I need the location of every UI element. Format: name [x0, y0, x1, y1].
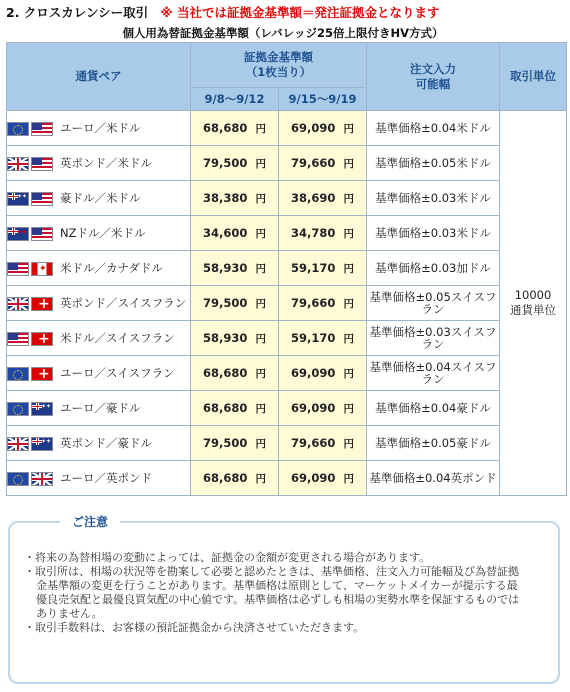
pair-name: 英ポンド／豪ドル: [60, 436, 152, 450]
header-pair: 通貨ペア: [7, 43, 191, 111]
section-title: 2. クロスカレンシー取引: [6, 5, 149, 20]
us-flag-icon: [7, 262, 29, 276]
table-row: [7, 426, 567, 461]
margin-week-1: 34,600 円: [191, 216, 279, 251]
order-range: 基準価格±0.03加ドル: [367, 251, 500, 286]
table-row: [7, 321, 567, 356]
margin-week-1: 58,930 円: [191, 251, 279, 286]
uk-flag-icon: [7, 297, 29, 311]
pair-cell: [7, 286, 191, 321]
margin-week-1: 79,500 円: [191, 146, 279, 181]
table-row: [7, 111, 567, 146]
pair-name: ユーロ／英ポンド: [60, 471, 152, 485]
margin-week-2: 69,090 円: [279, 356, 367, 391]
order-range: 基準価格±0.03米ドル: [367, 181, 500, 216]
header-unit: 取引単位: [500, 43, 567, 111]
order-range: 基準価格±0.04米ドル: [367, 111, 500, 146]
pair-name: 英ポンド／米ドル: [60, 156, 152, 170]
table-row: [7, 216, 567, 251]
table-subtitle: 個人用為替証拠金基準額（レバレッジ25倍上限付きHV方式）: [122, 26, 444, 40]
us-flag-icon: [31, 122, 53, 136]
table-row: [7, 461, 567, 496]
order-range: 基準価格±0.03スイスフラン: [367, 321, 500, 356]
margin-week-2: 38,690 円: [279, 181, 367, 216]
margin-week-1: 38,380 円: [191, 181, 279, 216]
pair-cell: [7, 111, 191, 146]
pair-name: 米ドル／スイスフラン: [60, 331, 175, 345]
margin-week-2: 59,170 円: [279, 321, 367, 356]
margin-week-1: 68,680 円: [191, 461, 279, 496]
order-range: 基準価格±0.05米ドル: [367, 146, 500, 181]
order-range: 基準価格±0.03米ドル: [367, 216, 500, 251]
pair-name: NZドル／米ドル: [60, 226, 146, 240]
ch-flag-icon: [31, 367, 53, 381]
uk-flag-icon: [7, 437, 29, 451]
pair-cell: [7, 356, 191, 391]
margin-week-2: 34,780 円: [279, 216, 367, 251]
uk-flag-icon: [7, 157, 29, 171]
notice-item: ・ 取引所は、相場の状況等を勘案して必要と認めたときは、基準価格、注文入力可能幅及び為替証拠金基準額の変更を行うことがあります。基準価格は原則として、マーケットメイカーが提示する最優良売気配と最優良買気配の中心値です。基準価格は必ずしも相場の実勢水準を保証するものではありません。: [24, 565, 524, 621]
ch-flag-icon: [31, 332, 53, 346]
pair-cell: [7, 146, 191, 181]
nz-flag-icon: [7, 227, 29, 241]
pair-name: ユーロ／スイスフラン: [60, 366, 175, 380]
margin-warning: ※ 当社では証拠金基準額＝発注証拠金となります: [160, 5, 440, 20]
pair-name: 豪ドル／米ドル: [60, 191, 141, 205]
margin-week-2: 79,660 円: [279, 426, 367, 461]
table-row: [7, 146, 567, 181]
pair-name: 英ポンド／スイスフラン: [60, 296, 187, 310]
table-row: [7, 356, 567, 391]
pair-name: ユーロ／米ドル: [60, 121, 141, 135]
notice-item: ・ 取引手数料は、お客様の預託証拠金から決済させていただきます。: [24, 621, 524, 635]
notice-list: [24, 551, 524, 635]
margin-week-1: 79,500 円: [191, 286, 279, 321]
us-flag-icon: [7, 332, 29, 346]
pair-cell: [7, 461, 191, 496]
order-range: 基準価格±0.05豪ドル: [367, 426, 500, 461]
section-heading: [6, 3, 440, 21]
eu-flag-icon: [7, 367, 29, 381]
pair-name: 米ドル／カナダドル: [60, 261, 163, 275]
au-flag-icon: [31, 437, 53, 451]
au-flag-icon: [7, 192, 29, 206]
header-week-2: 9/15〜9/19: [279, 88, 367, 111]
eu-flag-icon: [7, 402, 29, 416]
header-range: 注文入力 可能幅: [367, 43, 500, 111]
margin-week-2: 69,090 円: [279, 391, 367, 426]
ch-flag-icon: [31, 297, 53, 311]
header-week-1: 9/8〜9/12: [191, 88, 279, 111]
notice-box: [8, 515, 560, 684]
table-row: [7, 391, 567, 426]
margin-table: [6, 42, 567, 496]
pair-cell: [7, 251, 191, 286]
us-flag-icon: [31, 192, 53, 206]
pair-cell: [7, 426, 191, 461]
margin-week-2: 79,660 円: [279, 286, 367, 321]
pair-cell: [7, 216, 191, 251]
margin-week-1: 68,680 円: [191, 391, 279, 426]
header-margin: 証拠金基準額 （1枚当り）: [191, 43, 367, 88]
margin-week-1: 79,500 円: [191, 426, 279, 461]
table-row: [7, 286, 567, 321]
pair-name: ユーロ／豪ドル: [60, 401, 141, 415]
ca-flag-icon: [31, 262, 53, 276]
order-range: 基準価格±0.04英ポンド: [367, 461, 500, 496]
pair-cell: [7, 181, 191, 216]
margin-week-1: 68,680 円: [191, 356, 279, 391]
pair-cell: [7, 391, 191, 426]
order-range: 基準価格±0.04豪ドル: [367, 391, 500, 426]
notice-title: ご注意: [60, 513, 120, 530]
au-flag-icon: [31, 402, 53, 416]
order-range: 基準価格±0.04スイスフラン: [367, 356, 500, 391]
us-flag-icon: [31, 157, 53, 171]
margin-week-1: 58,930 円: [191, 321, 279, 356]
table-row: [7, 251, 567, 286]
margin-week-1: 68,680 円: [191, 111, 279, 146]
margin-week-2: 69,090 円: [279, 111, 367, 146]
eu-flag-icon: [7, 122, 29, 136]
margin-week-2: 59,170 円: [279, 251, 367, 286]
us-flag-icon: [31, 227, 53, 241]
uk-flag-icon: [31, 472, 53, 486]
notice-item: ・ 将来の為替相場の変動によっては、証拠金の金額が変更される場合があります。: [24, 551, 524, 565]
margin-week-2: 69,090 円: [279, 461, 367, 496]
trade-unit: 10000 通貨単位: [500, 111, 567, 496]
margin-week-2: 79,660 円: [279, 146, 367, 181]
table-row: [7, 181, 567, 216]
eu-flag-icon: [7, 472, 29, 486]
pair-cell: [7, 321, 191, 356]
order-range: 基準価格±0.05スイスフラン: [367, 286, 500, 321]
